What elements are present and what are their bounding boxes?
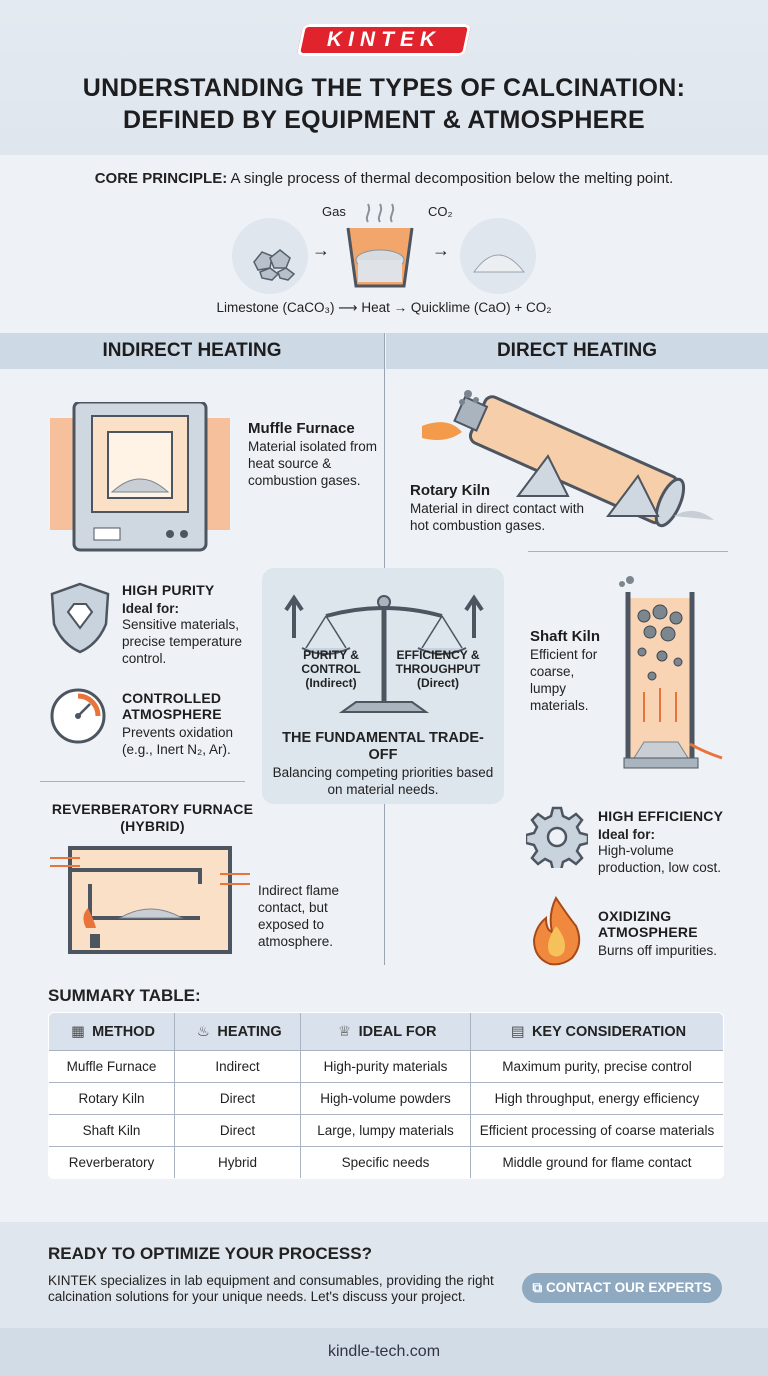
indirect-heading: INDIRECT HEATING <box>102 340 282 361</box>
muffle-furnace-title: Muffle Furnace <box>248 420 355 437</box>
high-efficiency-title: HIGH EFFICIENCY <box>598 808 724 824</box>
rotary-kiln-desc: Material in direct contact with hot combustion gases. <box>410 501 585 533</box>
reverberatory-desc: Indirect flame contact, but exposed to atmosphere. <box>258 883 340 949</box>
tradeoff-right-label: EFFICIENCY & THROUGHPUT (Direct) <box>395 648 481 690</box>
high-efficiency-desc: High-volume production, low cost. <box>598 843 722 875</box>
col-method-label: METHOD <box>92 1023 155 1040</box>
table-cell: Specific needs <box>301 1147 471 1179</box>
table-cell: Direct <box>175 1115 301 1147</box>
external-link-icon: ⧉ <box>532 1280 543 1295</box>
col-ideal-for-label: IDEAL FOR <box>358 1023 437 1040</box>
core-principle <box>0 170 768 187</box>
reverberatory-title: REVERBERATORY FURNACE (HYBRID) <box>51 801 254 834</box>
reaction-equation: Limestone (CaCO₃) ⟶ Heat → Quicklime (CaO) + CO₂ <box>216 300 552 315</box>
contact-experts-button[interactable] <box>522 1273 722 1303</box>
table-cell: Muffle Furnace <box>49 1051 175 1083</box>
muffle-furnace-desc: Material isolated from heat source & combustion gases. <box>248 439 378 488</box>
flame-icon <box>528 896 584 966</box>
table-cell: Large, lumpy materials <box>301 1115 471 1147</box>
table-row <box>49 1115 724 1147</box>
limestone-icon <box>232 218 308 294</box>
summary-title: SUMMARY TABLE: <box>48 986 201 1005</box>
logo-text: KINTEK <box>326 28 442 51</box>
shaft-kiln-desc: Efficient for coarse, lumpy materials. <box>530 647 598 713</box>
high-purity-title: HIGH PURITY <box>122 582 215 598</box>
core-principle-label: CORE PRINCIPLE: <box>94 170 228 187</box>
footer-url-link[interactable]: kindle-tech.com <box>327 1343 441 1360</box>
shaft-kiln-illustration <box>604 572 724 786</box>
oxidizing-atmosphere-desc: Burns off impurities. <box>598 943 718 958</box>
col-method <box>49 1013 175 1051</box>
table-cell: Indirect <box>175 1051 301 1083</box>
muffle-furnace-illustration <box>50 402 230 552</box>
quicklime-icon <box>460 218 536 294</box>
shield-diamond-icon <box>48 582 112 654</box>
rotary-kiln-title: Rotary Kiln <box>410 482 491 499</box>
summary-table <box>48 1012 724 1179</box>
tradeoff-title: THE FUNDAMENTAL TRADE-OFF <box>282 730 484 763</box>
page-title <box>20 72 748 136</box>
direct-divider <box>528 551 728 552</box>
table-cell: Efficient processing of coarse materials <box>471 1115 724 1147</box>
high-efficiency-ideal-label: Ideal for: <box>598 827 656 842</box>
table-cell: Rotary Kiln <box>49 1083 175 1115</box>
table-cell: Reverberatory <box>49 1147 175 1179</box>
flame-outline-icon: ♨ <box>196 1023 210 1040</box>
core-principle-text: A single process of thermal decomposition below the melting point. <box>230 170 674 187</box>
steam-icon <box>360 200 400 224</box>
clipboard-icon: ▤ <box>511 1023 525 1040</box>
tradeoff-desc: Balancing competing priorities based on material needs. <box>272 765 494 797</box>
cta-title: READY TO OPTIMIZE YOUR PROCESS? <box>48 1244 372 1263</box>
indirect-band <box>0 333 384 369</box>
gear-icon <box>526 806 588 868</box>
kintek-logo[interactable] <box>297 24 472 56</box>
direct-heading: DIRECT HEATING <box>496 340 658 361</box>
tradeoff-left-label: PURITY & CONTROL (Indirect) <box>301 648 361 690</box>
trophy-icon: ♕ <box>338 1023 352 1040</box>
col-key-consideration-label: KEY CONSIDERATION <box>531 1023 687 1040</box>
table-cell: Maximum purity, precise control <box>471 1051 724 1083</box>
table-row <box>49 1051 724 1083</box>
col-heating-label: HEATING <box>217 1023 282 1040</box>
oxidizing-atmosphere-title: OXIDIZING ATMOSPHERE <box>598 908 698 940</box>
controlled-atmosphere-title: CONTROLLED ATMOSPHERE <box>122 690 222 722</box>
table-cell: Hybrid <box>175 1147 301 1179</box>
table-cell: High throughput, energy efficiency <box>471 1083 724 1115</box>
high-purity-desc: Sensitive materials, precise temperature control. <box>122 617 243 666</box>
gas-label: Gas <box>322 204 346 219</box>
table-cell: Direct <box>175 1083 301 1115</box>
col-heating <box>175 1013 301 1051</box>
table-cell: Middle ground for flame contact <box>471 1147 724 1179</box>
arrow-right-icon: → <box>312 240 330 260</box>
title-line-1: UNDERSTANDING THE TYPES OF CALCINATION: <box>82 74 686 102</box>
table-row <box>49 1147 724 1179</box>
crucible-icon <box>344 224 416 294</box>
direct-band <box>386 333 768 369</box>
col-key-consideration <box>471 1013 724 1051</box>
reverberatory-furnace-illustration <box>50 844 250 962</box>
high-purity-ideal-label: Ideal for: <box>122 601 180 616</box>
shaft-kiln-title: Shaft Kiln <box>530 628 600 645</box>
table-row <box>49 1083 724 1115</box>
grid-icon: ▦ <box>71 1023 85 1040</box>
table-cell: High-volume powders <box>301 1083 471 1115</box>
title-line-2: DEFINED BY EQUIPMENT & ATMOSPHERE <box>123 106 645 134</box>
co2-label: CO₂ <box>428 204 453 219</box>
arrow-right-icon-2: → <box>432 240 450 260</box>
col-ideal-for <box>301 1013 471 1051</box>
footer <box>0 1328 768 1376</box>
contact-experts-label: CONTACT OUR EXPERTS <box>545 1280 712 1295</box>
cta-text: KINTEK specializes in lab equipment and consumables, providing the right calcination solutions for your unique needs. Let's discuss your project. <box>48 1273 494 1304</box>
table-cell: High-purity materials <box>301 1051 471 1083</box>
table-header-row <box>49 1013 724 1051</box>
indirect-divider <box>40 781 245 782</box>
table-cell: Shaft Kiln <box>49 1115 175 1147</box>
pressure-gauge-icon <box>48 684 112 748</box>
controlled-atmosphere-desc: Prevents oxidation (e.g., Inert N₂, Ar). <box>122 725 234 757</box>
